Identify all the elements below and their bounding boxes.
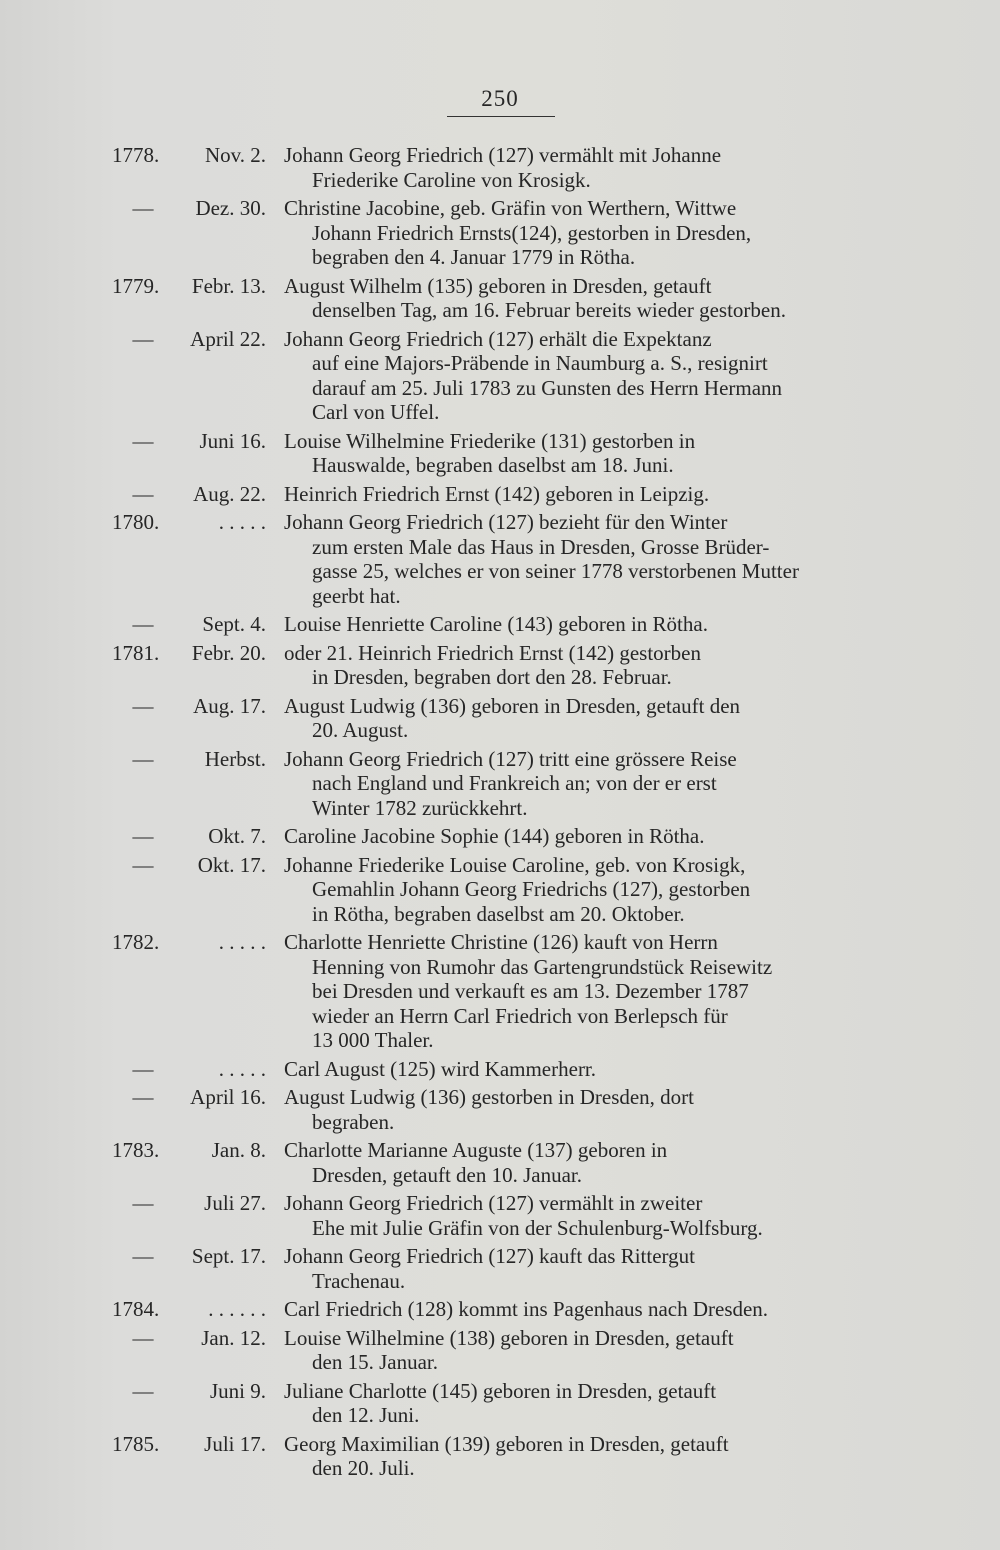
entry-month-day: Sept. 4. — [202, 612, 266, 636]
entry-text — [284, 510, 894, 608]
entry-year: 1778. — [112, 143, 160, 167]
entry-text — [284, 429, 894, 478]
entry-text — [284, 1138, 894, 1187]
entry-date — [112, 930, 267, 955]
entry-first-line: Johann Georg Friedrich (127) tritt eine grössere Reise — [284, 746, 737, 771]
entry-month-day: Juli 17. — [204, 1431, 266, 1456]
entry-year: — — [132, 428, 154, 453]
entry-month-day: Aug. 22. — [193, 481, 266, 506]
entry-month-day: Juni 9. — [209, 1378, 266, 1403]
entry-continuation-line: Gemahlin Johann Georg Friedrichs (127), gestorben — [312, 877, 751, 901]
entry-text — [284, 641, 894, 690]
entry-continuation-line: Winter 1782 zurückkehrt. — [312, 795, 528, 820]
entry-continuation-line: zum ersten Male das Haus in Dresden, Grosse Brüder- — [312, 534, 770, 559]
entry-first-line: August Wilhelm (135) geboren in Dresden, getauft — [284, 273, 712, 298]
entry-date — [112, 143, 267, 168]
entry-month-day: Febr. 13. — [191, 273, 266, 298]
entry-date — [112, 1085, 267, 1110]
entry-year: — — [132, 824, 154, 848]
entry-first-line: Johann Georg Friedrich (127) bezieht für den Winter — [284, 510, 728, 534]
entry-date — [112, 327, 267, 352]
entry-month-day: Herbst. — [204, 746, 266, 771]
entry-continuation-line: Johann Friedrich Ernsts(124), gestorben in Dresden, — [312, 220, 752, 245]
entry-year: 1780. — [112, 510, 160, 534]
entry-year: — — [132, 612, 154, 636]
entry-year: — — [132, 852, 154, 877]
entry-year: — — [132, 1244, 154, 1268]
entry-year: 1781. — [112, 640, 160, 665]
entry-text — [284, 1085, 894, 1134]
entry-text — [284, 1432, 894, 1481]
entry-text — [284, 694, 894, 743]
entry-month-day: Okt. 7. — [208, 824, 266, 848]
entry-month-day: . . . . . . — [208, 1297, 266, 1321]
entry-first-line: Georg Maximilian (139) geboren in Dresden, getauft — [284, 1431, 729, 1456]
entry-text — [284, 482, 894, 507]
entry-month-day: . . . . . — [218, 510, 266, 534]
entry-first-line: Heinrich Friedrich Ernst (142) geboren in Leipzig. — [284, 481, 710, 506]
entry-text — [284, 1297, 894, 1322]
entry-month-day: . . . . . — [218, 1056, 266, 1081]
entry-first-line: Louise Wilhelmine Friederike (131) gestorben in — [284, 428, 696, 453]
entry-year: — — [132, 1325, 154, 1350]
entry-year: — — [132, 1056, 154, 1081]
entry-continuation-line: begraben. — [312, 1109, 395, 1134]
entry-continuation-line: denselben Tag, am 16. Februar bereits wieder gestorben. — [312, 298, 786, 322]
entry-date — [112, 1191, 267, 1216]
entry-year: 1782. — [112, 930, 160, 954]
entry-first-line: August Ludwig (136) geboren in Dresden, getauft den — [284, 693, 741, 718]
entry-continuation-line: Henning von Rumohr das Gartengrundstück Reisewitz — [312, 954, 773, 979]
entry-year: — — [132, 481, 154, 506]
entry-text — [284, 1057, 894, 1082]
entry-continuation-line: wieder an Herrn Carl Friedrich von Berlepsch für — [312, 1003, 728, 1028]
entry-year: — — [132, 1378, 154, 1403]
header-rule — [447, 116, 555, 117]
entry-continuation-line: bei Dresden und verkauft es am 13. Dezember 1787 — [312, 979, 749, 1003]
entry-year: — — [132, 746, 154, 771]
entry-continuation-line: in Dresden, begraben dort den 28. Februar. — [312, 665, 672, 689]
entry-continuation-line: Hauswalde, begraben daselbst am 18. Juni. — [312, 453, 674, 477]
entry-continuation-line: darauf am 25. Juli 1783 zu Gunsten des Herrn Hermann — [312, 375, 783, 400]
entry-first-line: Johann Georg Friedrich (127) vermählt in zweiter — [284, 1191, 703, 1215]
entry-date — [112, 694, 267, 719]
entry-text — [284, 747, 894, 821]
entry-first-line: August Ludwig (136) gestorben in Dresden, dort — [284, 1085, 695, 1109]
entry-month-day: Jan. 8. — [211, 1138, 266, 1162]
entry-year: 1783. — [112, 1138, 160, 1162]
entry-date — [112, 482, 267, 507]
entry-year: — — [132, 326, 154, 351]
entry-year: — — [132, 196, 154, 220]
entry-continuation-line: den 15. Januar. — [312, 1350, 438, 1374]
entry-year: — — [132, 693, 154, 718]
entry-continuation-line: 13 000 Thaler. — [312, 1028, 434, 1052]
entry-date — [112, 1326, 267, 1351]
entry-month-day: Dez. 30. — [195, 196, 266, 220]
entry-first-line: Charlotte Marianne Auguste (137) geboren in — [284, 1138, 668, 1162]
entry-continuation-line: in Rötha, begraben daselbst am 20. Oktober. — [312, 901, 685, 926]
entry-continuation-line: 20. August. — [312, 718, 409, 742]
entry-date — [112, 510, 267, 535]
entry-date — [112, 1244, 267, 1269]
entry-first-line: Carl Friedrich (128) kommt ins Pagenhaus nach Dresden. — [284, 1297, 769, 1321]
entry-text — [284, 1191, 894, 1240]
entry-month-day: Febr. 20. — [191, 640, 266, 665]
entry-continuation-line: gasse 25, welches er von seiner 1778 verstorbenen Mutter — [312, 559, 799, 583]
entry-date — [112, 824, 267, 849]
entry-year: 1779. — [112, 273, 160, 298]
entry-first-line: Juliane Charlotte (145) geboren in Dresden, getauft — [284, 1378, 717, 1403]
entry-text — [284, 274, 894, 323]
entry-continuation-line: Trachenau. — [312, 1268, 406, 1293]
entry-date — [112, 1057, 267, 1082]
entry-date — [112, 1138, 267, 1163]
entry-continuation-line: begraben den 4. Januar 1779 in Rötha. — [312, 245, 636, 269]
entry-first-line: Johann Georg Friedrich (127) erhält die Expektanz — [284, 326, 712, 351]
entry-date — [112, 641, 267, 666]
entry-date — [112, 1432, 267, 1457]
entry-date — [112, 747, 267, 772]
entry-first-line: oder 21. Heinrich Friedrich Ernst (142) gestorben — [284, 640, 701, 665]
entry-text — [284, 930, 894, 1053]
entry-text — [284, 196, 894, 270]
entry-first-line: Carl August (125) wird Kammerherr. — [284, 1056, 597, 1081]
entry-date — [112, 196, 267, 221]
entry-month-day: April 16. — [190, 1085, 266, 1109]
entry-month-day: Okt. 17. — [197, 852, 266, 877]
entry-year: 1784. — [112, 1297, 160, 1321]
entry-first-line: Caroline Jacobine Sophie (144) geboren in Rötha. — [284, 824, 705, 848]
entry-first-line: Charlotte Henriette Christine (126) kauft von Herrn — [284, 930, 718, 954]
entry-month-day: Sept. 17. — [191, 1244, 266, 1268]
entry-text — [284, 1244, 894, 1293]
entry-date — [112, 853, 267, 878]
entry-continuation-line: auf eine Majors-Präbende in Naumburg a. S., resignirt — [312, 351, 768, 375]
entry-month-day: April 22. — [190, 326, 266, 351]
entry-year: — — [132, 1085, 154, 1109]
entry-text — [284, 853, 894, 927]
entry-date — [112, 1297, 267, 1322]
entry-month-day: Juni 16. — [199, 428, 266, 453]
entry-text — [284, 1379, 894, 1428]
entry-date — [112, 612, 267, 637]
entry-first-line: Johann Georg Friedrich (127) kauft das Rittergut — [284, 1244, 695, 1268]
entry-month-day: Aug. 17. — [193, 693, 266, 718]
entry-date — [112, 429, 267, 454]
entry-text — [284, 824, 894, 849]
entry-continuation-line: Dresden, getauft den 10. Januar. — [312, 1162, 582, 1187]
entry-first-line: Christine Jacobine, geb. Gräfin von Werthern, Wittwe — [284, 196, 737, 220]
entry-first-line: Johann Georg Friedrich (127) vermählt mit Johanne — [284, 143, 722, 167]
entry-year: — — [132, 1191, 154, 1215]
entry-continuation-line: Ehe mit Julie Gräfin von der Schulenburg-Wolfsburg. — [312, 1215, 763, 1240]
entry-continuation-line: den 12. Juni. — [312, 1403, 420, 1427]
entry-date — [112, 1379, 267, 1404]
entry-text — [284, 612, 894, 637]
entry-month-day: Juli 27. — [204, 1191, 266, 1215]
entry-continuation-line: nach England und Frankreich an; von der er erst — [312, 771, 717, 795]
entry-continuation-line: Friederike Caroline von Krosigk. — [312, 167, 591, 192]
entry-first-line: Louise Henriette Caroline (143) geboren in Rötha. — [284, 612, 708, 636]
entry-continuation-line: geerbt hat. — [312, 583, 401, 608]
entry-month-day: Nov. 2. — [204, 143, 266, 167]
entry-text — [284, 1326, 894, 1375]
page-number: 250 — [481, 86, 519, 111]
entry-month-day: . . . . . — [218, 930, 266, 954]
entry-first-line: Louise Wilhelmine (138) geboren in Dresden, getauft — [284, 1325, 734, 1350]
entry-date — [112, 274, 267, 299]
entry-month-day: Jan. 12. — [201, 1325, 266, 1350]
entry-continuation-line: den 20. Juli. — [312, 1456, 415, 1480]
entry-text — [284, 143, 894, 192]
entry-first-line: Johanne Friederike Louise Caroline, geb. von Krosigk, — [284, 852, 746, 877]
entry-continuation-line: Carl von Uffel. — [312, 400, 440, 424]
entry-text — [284, 327, 894, 425]
entry-year: 1785. — [112, 1431, 160, 1456]
